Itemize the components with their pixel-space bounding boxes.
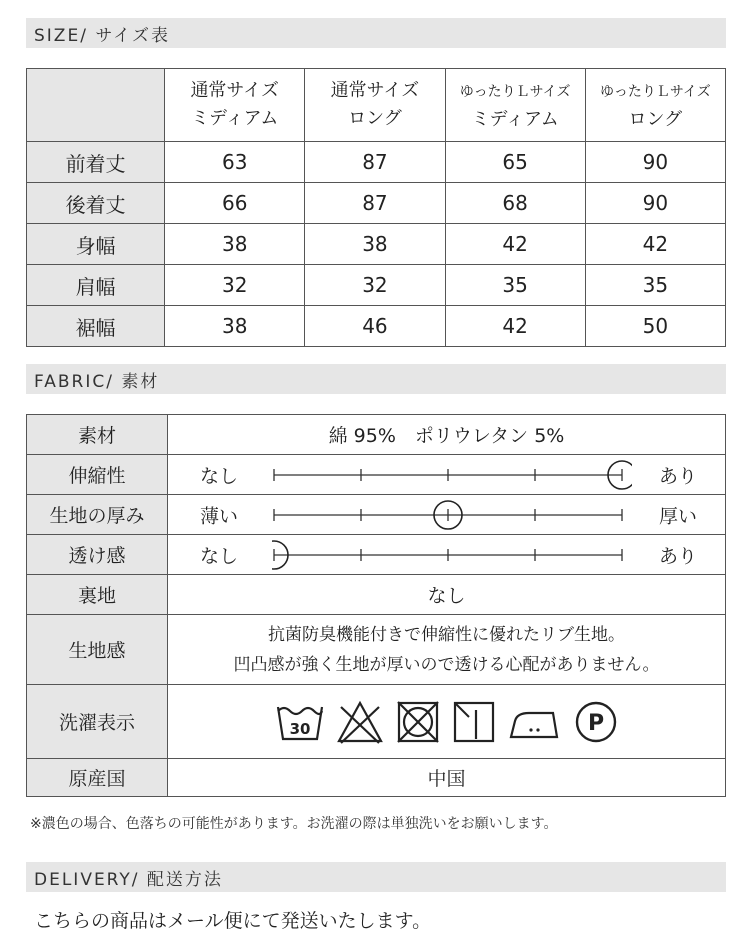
cell-value: 90 <box>585 183 725 224</box>
size-table <box>26 68 726 347</box>
table-row <box>27 306 726 347</box>
table-row <box>27 455 726 495</box>
fabric-table <box>26 414 726 797</box>
delivery-section-title: DELIVERY/ 配送方法 <box>26 862 726 892</box>
row-label: 身幅 <box>27 224 165 265</box>
table-row <box>27 575 726 615</box>
size-table-header <box>27 69 726 142</box>
scale-left-label: 薄い <box>200 505 239 527</box>
size-col-header: ゆったりＬサイズ ミディアム <box>445 69 585 142</box>
table-row <box>27 265 726 306</box>
row-label: 前着丈 <box>27 142 165 183</box>
size-col-header: ゆったりＬサイズ ロング <box>585 69 725 142</box>
table-row <box>27 142 726 183</box>
scale-sheerness <box>168 535 726 575</box>
table-row <box>27 759 726 797</box>
cell-value: 42 <box>585 224 725 265</box>
scale-bar <box>272 495 632 535</box>
cell-value: 38 <box>165 306 305 347</box>
row-label: 素材 <box>27 415 168 455</box>
scale-left-label: なし <box>200 465 239 487</box>
cell-value: 65 <box>445 142 585 183</box>
cell-value: 87 <box>305 183 445 224</box>
row-label: 洗濯表示 <box>27 685 168 759</box>
cell-value: 87 <box>305 142 445 183</box>
care-note: ※濃色の場合、色落ちの可能性があります。お洗濯の際は単独洗いをお願いします。 <box>30 816 558 832</box>
scale-stretch <box>168 455 726 495</box>
size-col-header: 通常サイズ ミディアム <box>165 69 305 142</box>
table-row <box>27 685 726 759</box>
lining-value: なし <box>168 575 726 615</box>
scale-thickness <box>168 495 726 535</box>
scale-right-label: あり <box>658 545 697 567</box>
dry-clean-p-icon <box>573 699 619 745</box>
cell-value: 68 <box>445 183 585 224</box>
line-dry-shade-icon <box>451 699 497 745</box>
table-row <box>27 224 726 265</box>
cell-value: 35 <box>585 265 725 306</box>
row-label: 透け感 <box>27 535 168 575</box>
wash-temp-text: 30 <box>289 719 310 738</box>
row-label: 生地感 <box>27 615 168 685</box>
no-bleach-icon <box>335 699 385 745</box>
dry-clean-letter: P <box>587 710 604 736</box>
size-col-header: 通常サイズ ロング <box>305 69 445 142</box>
table-row <box>27 495 726 535</box>
row-label: 裏地 <box>27 575 168 615</box>
cell-value: 90 <box>585 142 725 183</box>
table-row <box>27 535 726 575</box>
cell-value: 66 <box>165 183 305 224</box>
table-row <box>27 183 726 224</box>
size-table-corner <box>27 69 165 142</box>
fabric-section-title: FABRIC/ 素材 <box>26 364 726 394</box>
cell-value: 38 <box>165 224 305 265</box>
table-row <box>27 615 726 685</box>
scale-right-label: 厚い <box>658 505 697 527</box>
row-label: 原産国 <box>27 759 168 797</box>
size-section-title: SIZE/ サイズ表 <box>26 18 726 48</box>
row-label: 伸縮性 <box>27 455 168 495</box>
cell-value: 42 <box>445 306 585 347</box>
origin-value: 中国 <box>168 759 726 797</box>
cell-value: 32 <box>165 265 305 306</box>
cell-value: 35 <box>445 265 585 306</box>
table-row <box>27 415 726 455</box>
scale-right-label: あり <box>658 465 697 487</box>
cell-value: 46 <box>305 306 445 347</box>
care-symbols <box>168 685 726 759</box>
row-label: 生地の厚み <box>27 495 168 535</box>
scale-left-label: なし <box>200 545 239 567</box>
scale-bar <box>272 455 632 495</box>
row-label: 後着丈 <box>27 183 165 224</box>
row-label: 肩幅 <box>27 265 165 306</box>
material-value: 綿 95% ポリウレタン 5% <box>168 415 726 455</box>
cell-value: 42 <box>445 224 585 265</box>
cell-value: 50 <box>585 306 725 347</box>
cell-value: 63 <box>165 142 305 183</box>
scale-bar <box>272 535 632 575</box>
cell-value: 32 <box>305 265 445 306</box>
fabric-feel-value: 抗菌防臭機能付きで伸縮性に優れたリブ生地。 凹凸感が強く生地が厚いので透ける心配がありません。 <box>168 615 726 685</box>
delivery-text: こちらの商品はメール便にて発送いたします。 <box>34 910 432 932</box>
cell-value: 38 <box>305 224 445 265</box>
iron-low-icon <box>507 699 563 745</box>
wash-30-icon <box>275 699 325 745</box>
no-tumble-dry-icon <box>395 699 441 745</box>
row-label: 裾幅 <box>27 306 165 347</box>
